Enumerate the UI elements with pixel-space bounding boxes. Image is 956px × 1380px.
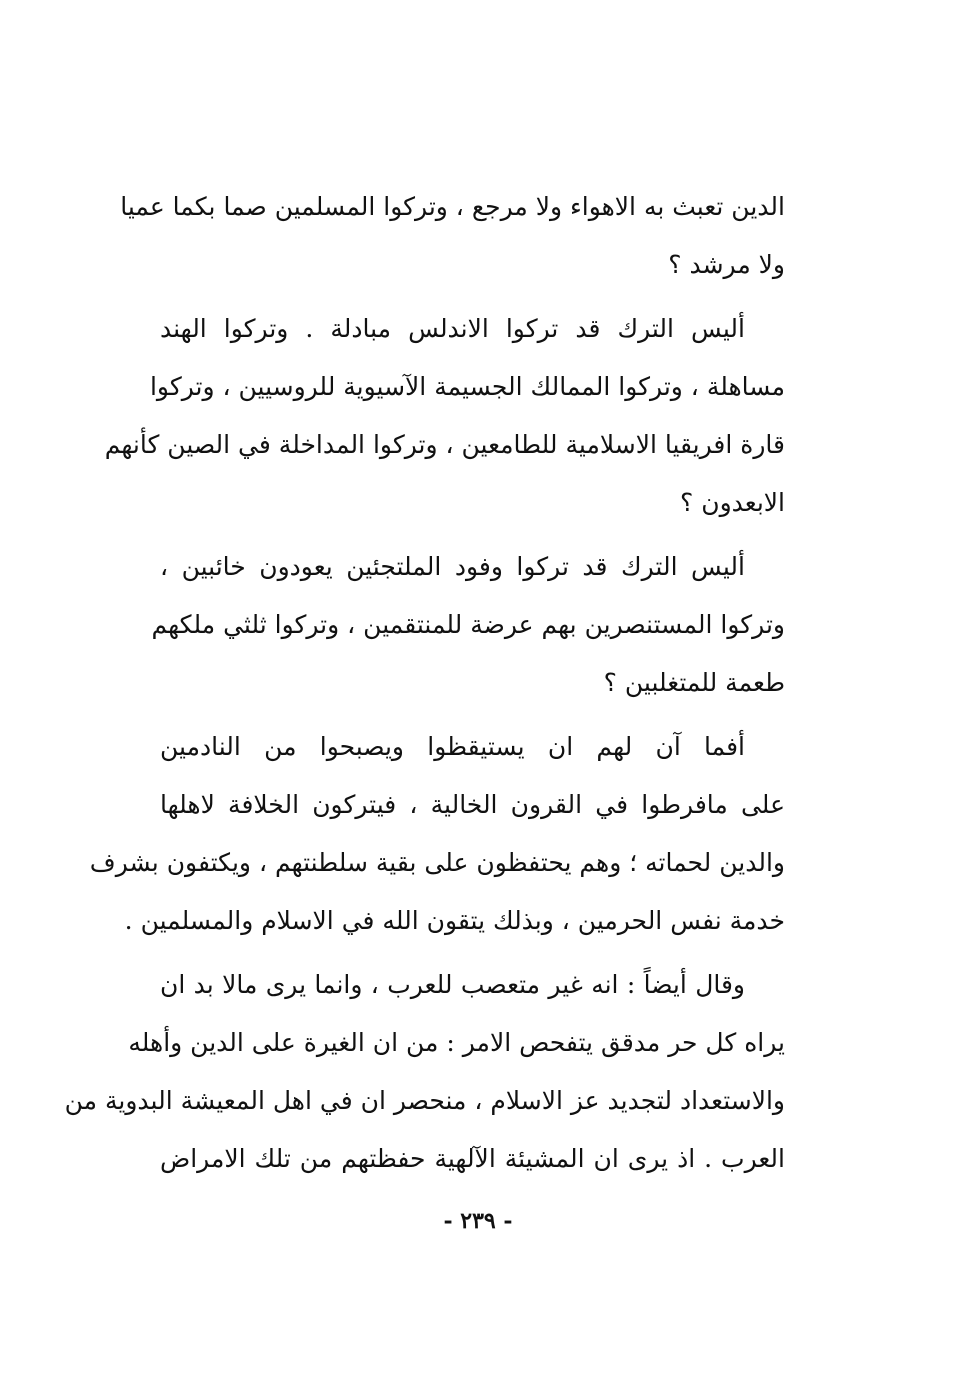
paragraph-5 xyxy=(64,956,785,1188)
paragraph-4 xyxy=(89,718,785,950)
text-line: وقال أيضاً : انه غير متعصب للعرب ، وانما يرى مالا بد ان xyxy=(160,970,745,999)
text-line: ولا مرشد ؟ xyxy=(668,250,785,279)
page-number: - ٢٣٩ - xyxy=(443,1208,513,1234)
text-line: أليس الترك قد تركوا الاندلس مبادلة . وتركوا الهند xyxy=(160,314,745,343)
paragraph-3 xyxy=(151,538,785,712)
text-line: أفما آن لهم ان يستيقظوا ويصبحوا من النادمين xyxy=(160,732,745,761)
text-line: خدمة نفس الحرمين ، وبذلك يتقون الله في الاسلام والمسلمين . xyxy=(124,906,785,935)
text-line: والدين لحماته ؛ وهم يحتفظون على بقية سلطنتهم ، ويكتفون بشرف xyxy=(89,848,785,877)
text-line: والاستعداد لتجديد عز الاسلام ، منحصر ان في اهل المعيشة البدوية من xyxy=(64,1086,785,1115)
text-line: على مافرطوا في القرون الخالية ، فيتركون الخلافة لاهلها xyxy=(160,790,785,819)
text-line: الابعدون ؟ xyxy=(680,488,785,517)
text-line: طعمة للمتغلبين ؟ xyxy=(603,668,785,697)
body-text xyxy=(64,178,785,1188)
paragraph-1 xyxy=(120,178,785,294)
text-line: يراه كل حر مدقق يتفحص الامر : من ان الغيرة على الدين وأهله xyxy=(128,1028,785,1057)
text-line: وتركوا المستنصرين بهم عرضة للمنتقمين ، وتركوا ثلثي ملكهم xyxy=(151,610,785,639)
text-line: العرب . اذ يرى ان المشيئة الآلهية حفظتهم من تلك الامراض xyxy=(160,1144,785,1173)
paragraph-2 xyxy=(104,300,785,532)
text-line: قارة افريقيا الاسلامية للطامعين ، وتركوا المداخلة في الصين كأنهم xyxy=(104,430,785,459)
text-line: مساهلة ، وتركوا الممالك الجسيمة الآسيوية للروسيين ، وتركوا xyxy=(149,372,785,401)
text-line: الدين تعبث به الاهواء ولا مرجع ، وتركوا المسلمين صما بكما عميا xyxy=(120,192,785,221)
text-line: أليس الترك قد تركوا وفود الملتجئين يعودون خائبين ، xyxy=(160,552,745,581)
